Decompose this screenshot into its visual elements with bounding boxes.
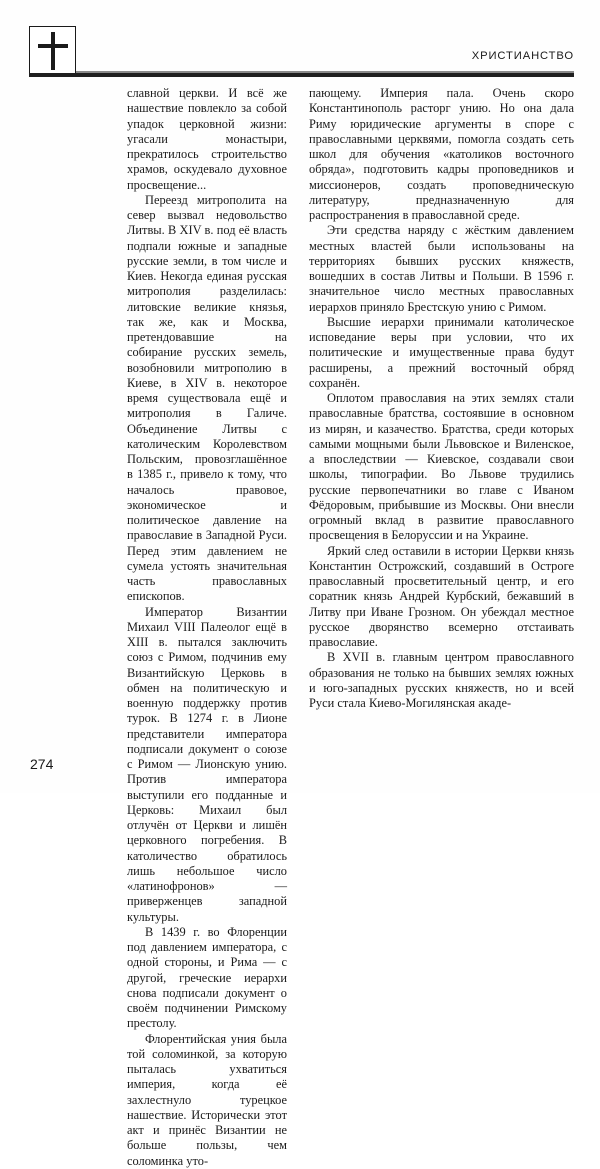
paragraph: Яркий след оставили в истории Церкви князь Константин Острожский, создавший в Остроге православный просветительный центр, и его соратник князь Андрей Курбский, бежавший в Литву при Иване Грозном. Он убеждал местное русское дворянство всемерно отстаивать православие.: [309, 543, 574, 649]
page-number: 274: [30, 756, 54, 772]
cross-horizontal-bar: [38, 44, 68, 48]
paragraph: В XVII в. главным центром православного образования не только на бывших землях южных и юго-западных русских княжеств, но и всей Руси стала Киево-Могилянская акаде-: [309, 650, 574, 710]
paragraph: Флорентийская уния была той соломинкой, за которую пыталась ухватиться империя, когда её захлестнуло турецкое нашествие. Исторически этот акт и принёс Византии не больше пользы, чем соломинка уто-: [127, 1031, 287, 1168]
section-title: ХРИСТИАНСТВО: [471, 50, 574, 62]
paragraph: Оплотом православия на этих землях стали православные братства, состоявшие в основном из мирян, и казачество. Братства, среди которых самыми мощными были Львовское и Виленское, а впоследствии — Киевское, создавали свои школы, типографии. Во Львове трудились русские первопечатники во главе с Иваном Фёдоровым, прибывшие из Москвы. Они внесли огромный вклад в развитие православного просвещения в Белоруссии и на Украине.: [309, 391, 574, 543]
paragraph: Эти средства наряду с жёстким давлением местных властей были использованы на территориях бывших русских княжеств, вошедших в состав Литвы и Польши. В 1596 г. значительное число местных православных иерархов приняло Брестскую унию с Римом.: [309, 223, 574, 314]
page-header: [0, 0, 600, 78]
paragraph: пающему. Империя пала. Очень скоро Константинополь расторг унию. Но она дала Риму юридические аргументы в споре с православными церквями, помогла создать сеть школ для обучения «католиков восточного обряда», подготовить кадры проповедников и миссионеров, создать проповедническую литературу, предназначенную для распространения в православной среде.: [309, 86, 574, 222]
paragraph: Переезд митрополита на север вызвал недовольство Литвы. В XIV в. под её власть подпали южные и западные русские земли, в том числе и Киев. Некогда единая русская митрополия разделилась: литовские великие князья, так же, как и Москва, претендовавшие на собирание русских земель, возобновили митрополию в Киеве, в XIV в. некоторое время существовала ещё и митрополия в Галиче. Объединение Литвы с католическим Королевством Польским, провозглашённое в 1385 г., привело к тому, что началось правовое, экономическое и политическое давление на православие в Западной Руси. Перед этим давлением не сумела устоять значительная часть православных епископов.: [127, 192, 287, 604]
cross-vertical-bar: [51, 32, 55, 70]
cross-icon: [29, 26, 76, 74]
paragraph: Высшие иерархи принимали католическое исповедание веры при условии, что их политические и имущественные права будут расширены, а прежний восточный обряд сохранён.: [309, 314, 574, 390]
header-rule: [29, 73, 574, 77]
paragraph: Император Византии Михаил VIII Палеолог ещё в XIII в. пытался заключить союз с Римом, подчинив ему Византийскую Церковь в обмен на политическую и военную поддержку против турок. В 1274 г. в Лионе представители императора подписали документ о союзе с Римом — Лионскую унию. Против императора выступили его подданные и Церковь: Михаил был отлучён от Церкви и лишён церковного погребения. В католичество обратилось лишь небольшое число «латинофронов» — приверженцев западной культуры.: [127, 604, 287, 924]
paragraph: славной церкви. И всё же нашествие повлекло за собой упадок церковной жизни: угасали монастыри, прекратилось строительство храмов, оскудевало духовное просвещение...: [127, 86, 287, 192]
paragraph: В 1439 г. во Флоренции под давлением императора, с одной стороны, и Рима — с другой, греческие иерархи снова подписали документ о своём подчинении Римскому престолу.: [127, 924, 287, 1031]
body-columns: [127, 86, 574, 1169]
right-column: [309, 86, 574, 1169]
left-column: [127, 86, 287, 1169]
